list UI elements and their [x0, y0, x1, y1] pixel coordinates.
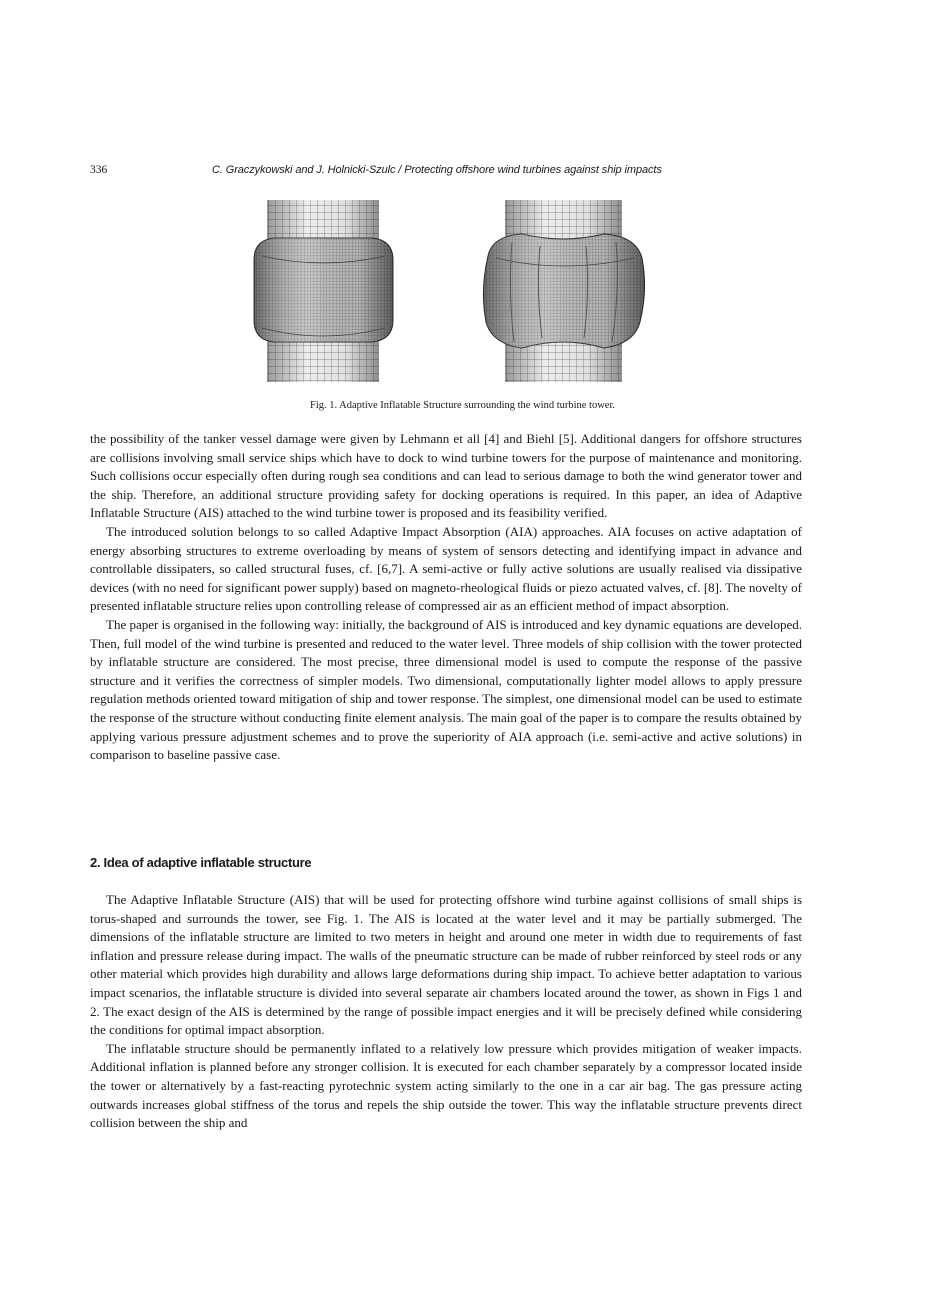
paragraph: The paper is organised in the following way: initially, the background of AIS is introduced and key dynamic equations are developed. Then, full model of the wind turbine is presented and reduced to the water level. Three models of ship collision with the tower protected by inflatable structure are considered. The most precise, three dimensional model is used to compute the response of the passive structure and it verifies the correctness of simpler models. Two dimensional, computationally lighter model allows to apply pressure regulation methods oriented toward mitigation of ship and tower response. The simplest, one dimensional model can be used to estimate the response of the structure without conducting finite element analysis. The main goal of the paper is to compare the results obtained by applying various pressure adjustment schemes and to prove the superiority of AIA approach (i.e. semi-active and active solutions) in comparison to baseline passive case.	[90, 616, 802, 763]
paragraph: The inflatable structure should be permanently inflated to a relatively low pressure which provides mitigation of weaker impacts. Additional inflation is planned before any stronger collision. It is executed for each chamber separately by a compressor located inside the tower or alternatively by a fast-reacting pyrotechnic system acting similarly to the one in a car air bag. The gas pressure acting outwards increases global stiffness of the torus and repels the ship outside the tower. This way the inflatable structure prevents direct collision between the ship and	[90, 1040, 802, 1131]
paragraph: The introduced solution belongs to so called Adaptive Impact Absorption (AIA) approaches. AIA focuses on active adaptation of energy absorbing structures to extreme overloading by means of system of sensors detecting and identifying impact in advance and controllable dissipaters, so called structural fuses, cf. [6,7]. A semi-active or fully active solutions are usually realised via dissipative devices (with no need for significant power supply) based on magneto-rheological fluids or piezo actuated valves, cf. [8]. The novelty of presented inflatable structure relies upon controlling release of compressed air as an efficient method of impact absorption.	[90, 523, 802, 614]
paragraph: The Adaptive Inflatable Structure (AIS) that will be used for protecting offshore wind turbine against collisions of small ships is torus-shaped and surrounds the tower, see Fig. 1. The AIS is located at the water level and it may be partially submerged. The dimensions of the inflatable structure are limited to two meters in height and around one meter in width due to requirements of fast inflation and pressure release during impact. The walls of the pneumatic structure can be made of rubber reinforced by steel rods or any other material which provides high durability and allows large deformations during ship impact. To achieve better adaptation to various impact scenarios, the inflatable structure is divided into several separate air chambers located around the tower, as shown in Figs 1 and 2. The exact design of the AIS is determined by the range of possible impact energies and it will be precisely defined while considering the conditions for optimal impact absorption.	[90, 892, 802, 1038]
tower-left-illustration	[254, 200, 393, 382]
running-title: C. Graczykowski and J. Holnicki-Szulc / Protecting offshore wind turbines against ship impacts	[212, 164, 662, 176]
page-number: 336	[90, 164, 108, 176]
section-heading: 2. Idea of adaptive inflatable structure	[90, 855, 312, 870]
body-text-section-2	[90, 891, 802, 1133]
paragraph: the possibility of the tanker vessel damage were given by Lehmann et all [4] and Biehl [5]. Additional dangers for offshore structures are collisions involving small service ships which have to dock to wind turbine towers for the purpose of maintenance and monitoring. Such collisions occur especially often during rough sea conditions and can lead to serious damage to both the wind generator tower and the ship. Therefore, an additional structure providing safety for docking operations is required. In this paper, an idea of Adaptive Inflatable Structure (AIS) attached to the wind turbine tower is proposed and its feasibility verified.	[90, 431, 802, 521]
running-header	[90, 164, 835, 180]
figure-caption: Fig. 1. Adaptive Inflatable Structure surrounding the wind turbine tower.	[309, 400, 616, 411]
tower-right-illustration	[483, 200, 644, 382]
body-text-intro	[90, 430, 802, 765]
figure-1	[240, 198, 660, 384]
